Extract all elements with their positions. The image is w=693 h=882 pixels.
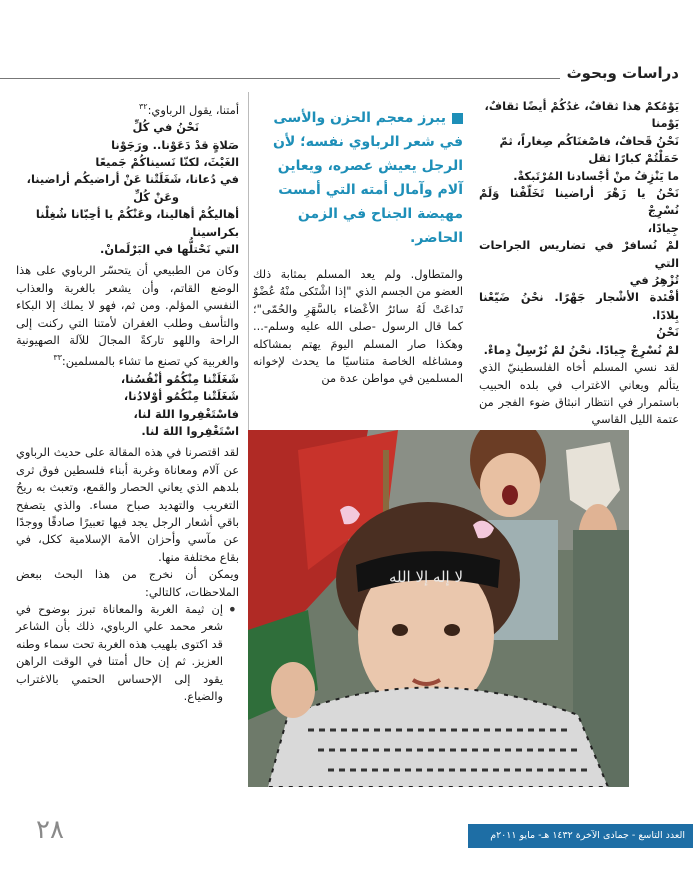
pull-quote-text: يبرز معجم الحزن والأسى في شعر الرباوي نفسه؛ لأن الرجل يعيش عصره، ويعاين آلام وآمال أمته التي أمست مهيضة الجناح في الزمن الحاضر. bbox=[272, 110, 463, 246]
poem-line: صَلاةٍ قدْ دَعَوْنا.. ورَجَوْنا bbox=[111, 137, 239, 152]
poem-line: لمْ نُسافرْ في تضاريس الجراحات التي bbox=[479, 238, 679, 270]
poem-line: جِيادًا، bbox=[647, 220, 679, 235]
poem-line: أفْئدة الأشْجار جَهْرًا. نحْنُ ضَيّعْنا بِلادًا. bbox=[479, 290, 679, 322]
poem-line: شَغَلَتْنا مِنْكُمُو أنْفُسُنا، bbox=[120, 371, 239, 386]
poem-line: نَحْنُ في كُلِّ bbox=[132, 120, 199, 135]
poem-line: فاسْتَغْفِروا اللهَ لنا، bbox=[133, 406, 239, 421]
footnote-ref: ٣٢ bbox=[138, 102, 148, 111]
poem-line: نَحْنُ bbox=[656, 325, 679, 340]
body-paragraph: لقد نسي المسلم أخاه الفلسطينيّ الذي يتألم ويعاني الاغتراب في بلده الحبيب باستمرار في انتظار انبثاق ضوء الفجر من عتمة الليل القاسي bbox=[479, 360, 679, 427]
poem-line: التي نَحْتلُّها في البَرْلَمانْ. bbox=[100, 242, 239, 257]
intro-text: أمتنا، يقول الرباوي: bbox=[147, 102, 239, 117]
poem-line: نَحْنُ يا زَهْرَ أراضينا تَخَلّفْنا وَلَمْ نُسْرِجْ bbox=[479, 186, 679, 218]
title-rule bbox=[0, 78, 560, 79]
issue-info-bar: العدد التاسع - جمادى الآخرة ١٤٣٢ هـ- مايو ٢٠١١م bbox=[468, 824, 693, 848]
right-column bbox=[479, 98, 679, 429]
square-bullet-icon bbox=[452, 113, 463, 124]
page-number: ٢٨ bbox=[36, 815, 64, 845]
body-paragraph: والمتطاول. ولم يعد المسلم بمثابة ذلك العضو من الجسم الذي "إذا اشْتَكى منْهُ عُضْوٌ تَداعَتْ لَهُ سائرُ الأعْضاء بالسَّهَرِ والحُمّى"؛ كما قال الرسول -صلى الله عليه وسلم-... وهكذا صار المسلم اليومَ يهتم بمشاكله ومشاغله الخاصة متناسيًا ما يحدث لإخوانه المسلمين في مواطن عدة من bbox=[253, 267, 463, 386]
footnote-ref: ٣٣ bbox=[53, 353, 62, 363]
poem-line: أهاليكُمْ أهالينا، وعَنْكُمْ يا أحِبّانا شُغِلْنا bbox=[35, 207, 239, 222]
photo bbox=[248, 430, 629, 787]
poem-line: تُزْهِرُ في bbox=[629, 273, 679, 288]
poem-line: بكراسينا bbox=[192, 224, 239, 239]
pull-quote bbox=[253, 106, 463, 250]
notes-list bbox=[16, 601, 239, 705]
poem-line: حَمَلْتُمْ كبارًا ثقل bbox=[588, 151, 679, 166]
left-column bbox=[16, 98, 239, 705]
poem-line: الغَيْثَ، لكنّا نَسيناكُمْ جَميعًا bbox=[95, 155, 239, 170]
poem-line: نَحْنُ قَحافٌ، فاصْغنَاكُم صِغاراً، ثمّ bbox=[499, 133, 679, 148]
poem-line: شَغَلَتْنا مِنْكُمُو أوْلادُنا، bbox=[123, 389, 239, 404]
section-title: دراسات وبحوث bbox=[566, 64, 679, 82]
body-paragraph: لقد اقتصرنا في هذه المقالة على حديث الرباوي عن آلام ومعاناة وغربة أبناء فلسطين فوق ثرى بلدهم الذي يعاني الحصار والقمع، وتعبث به ريحُ التغريب والتهديد صباح مساء. والذي يتصفح باقي أشعار الرجل يجد فيها تعبيرًا صادقًا ووجدًا عن مآسي وأحزان الأمة الإسلامية ككل، في بقاع مختلفة منها. bbox=[16, 445, 239, 564]
body-paragraph bbox=[16, 98, 239, 119]
poem-line: ما يَنْزِفُ منْ أجْسادنا المُرْتَبكةْ. bbox=[513, 168, 679, 183]
middle-column bbox=[253, 266, 463, 388]
poem-line: وعَنْ كُلِّ bbox=[133, 189, 179, 204]
poem-line: يَوْمُكمْ هذا ثقافٌ، غدُكُمْ أيضًا ثقافٌ، bbox=[484, 99, 679, 113]
poem-line: اسْتَغْفِروا اللهَ لنا. bbox=[141, 423, 239, 438]
body-paragraph: ويمكن أن نخرج من هذا البحث ببعض الملاحظات، كالتالي: bbox=[16, 567, 239, 599]
body-paragraph bbox=[16, 262, 239, 370]
list-item: • إن ثيمة الغربة والمعاناة تبرز بوضوح في شعر محمد علي الرباوي، ذلك بأن الشاعر قد اكتوى بلهيب هذه الغربة تحت سماء وطنه العزيز. ثم إن حال أمتنا في الوقت الراهن يقود إلى الإحساس الحتمي بالاغتراب والضياع. bbox=[16, 601, 239, 705]
poem-line: في دُعانا، شَغَلَتْنا عَنْ أراضيكُم أراضينا، bbox=[26, 172, 239, 187]
protest-children-photo bbox=[248, 430, 629, 787]
poem-line: لمْ نُسْرِجْ جِيادًا. نحْنُ لمْ نُرْسِلْ دِماءْ. bbox=[483, 342, 679, 357]
paragraph-text: وكان من الطبيعي أن يتحسّر الرباوي على هذا الوضع القاتم، وأن يشعر بالغربة والعذاب النفسي المؤلم. ومن ثم، فهو لا يملك إلا البكاء والتأسف وطلب الغفران لأمتنا التي ركنت إلى الراحة واللهو تاركةً المجالَ للآلة الصهيونية والغربية كي تصنع ما تشاء بالمسلمين: bbox=[16, 263, 239, 369]
poem-line: يَوْمنا bbox=[651, 116, 679, 131]
headband-text: لا إله إلا الله bbox=[388, 568, 464, 586]
